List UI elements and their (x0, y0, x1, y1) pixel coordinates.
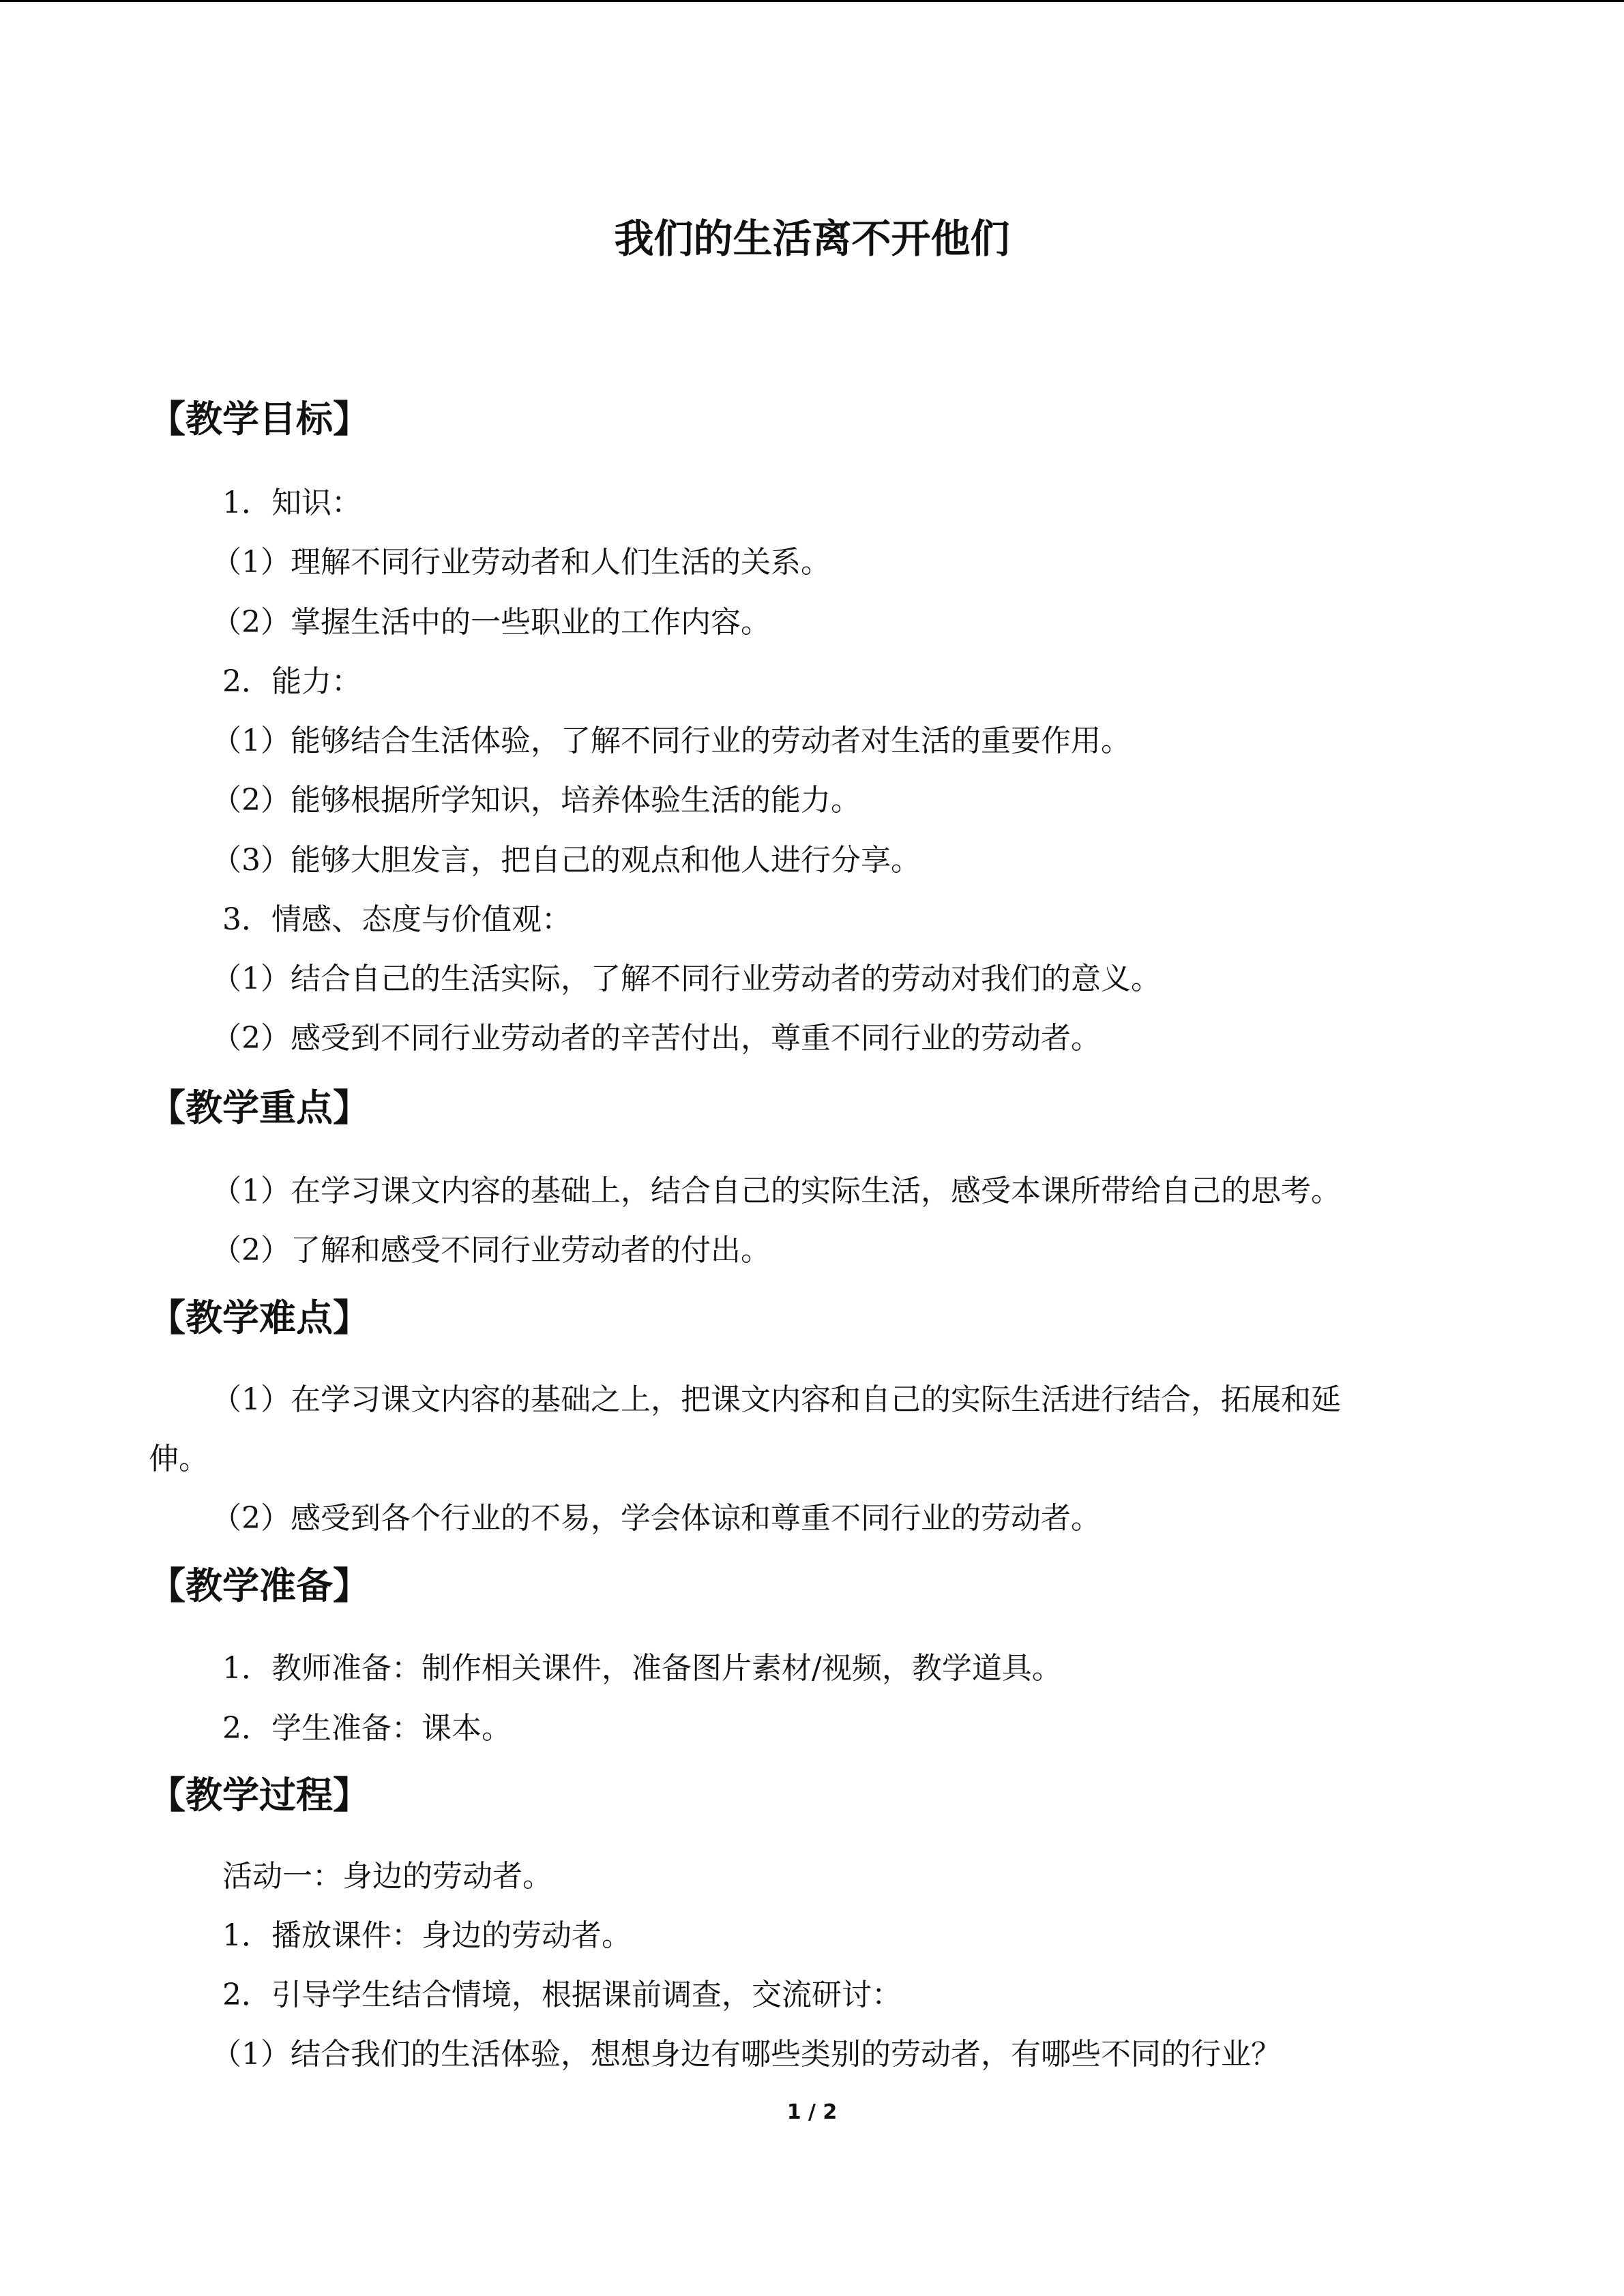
document-title: 我们的生活离不开他们 (614, 215, 1010, 262)
difficulties-line: 伸。 (149, 1442, 209, 1476)
objectives-line: （2）能够根据所学知识，培养体验生活的能力。 (211, 783, 861, 818)
preparation-line: 2．学生准备：课本。 (222, 1711, 512, 1746)
process-line: 活动一：身边的劳动者。 (222, 1859, 552, 1894)
document-page (149, 0, 1475, 2296)
heading-objectives: 【教学目标】 (149, 398, 370, 441)
heading-key-points: 【教学重点】 (149, 1086, 370, 1129)
key-points-line: （1）在学习课文内容的基础上，结合自己的实际生活，感受本课所带给自己的思考。 (211, 1174, 1341, 1208)
heading-process: 【教学过程】 (149, 1774, 370, 1817)
objectives-line: （1）能够结合生活体验，了解不同行业的劳动者对生活的重要作用。 (211, 724, 1131, 758)
heading-preparation: 【教学准备】 (149, 1564, 370, 1607)
heading-difficulties: 【教学难点】 (149, 1296, 370, 1339)
objectives-line: （1）结合自己的生活实际，了解不同行业劳动者的劳动对我们的意义。 (211, 961, 1161, 996)
difficulties-line: （2）感受到各个行业的不易，学会体谅和尊重不同行业的劳动者。 (211, 1501, 1101, 1536)
objectives-line: （2）掌握生活中的一些职业的工作内容。 (211, 605, 771, 640)
page-number: 1 / 2 (786, 2100, 838, 2124)
process-line: 1．播放课件：身边的劳动者。 (222, 1918, 632, 1953)
key-points-line: （2）了解和感受不同行业劳动者的付出。 (211, 1233, 771, 1268)
difficulties-line: （1）在学习课文内容的基础之上，把课文内容和自己的实际生活进行结合，拓展和延 (211, 1382, 1341, 1417)
objectives-line: （2）感受到不同行业劳动者的辛苦付出，尊重不同行业的劳动者。 (211, 1021, 1101, 1056)
objectives-line: 3．情感、态度与价值观： (222, 902, 572, 937)
process-line: 2．引导学生结合情境，根据课前调查，交流研讨： (222, 1978, 902, 2012)
preparation-line: 1．教师准备：制作相关课件，准备图片素材/视频，教学道具。 (222, 1651, 1062, 1686)
objectives-line: （1）理解不同行业劳动者和人们生活的关系。 (211, 545, 831, 580)
objectives-line: 1．知识： (222, 486, 361, 520)
objectives-line: 2．能力： (222, 664, 361, 699)
objectives-line: （3）能够大胆发言，把自己的观点和他人进行分享。 (211, 843, 921, 878)
process-line: （1）结合我们的生活体验，想想身边有哪些类别的劳动者，有哪些不同的行业？ (211, 2037, 1281, 2072)
